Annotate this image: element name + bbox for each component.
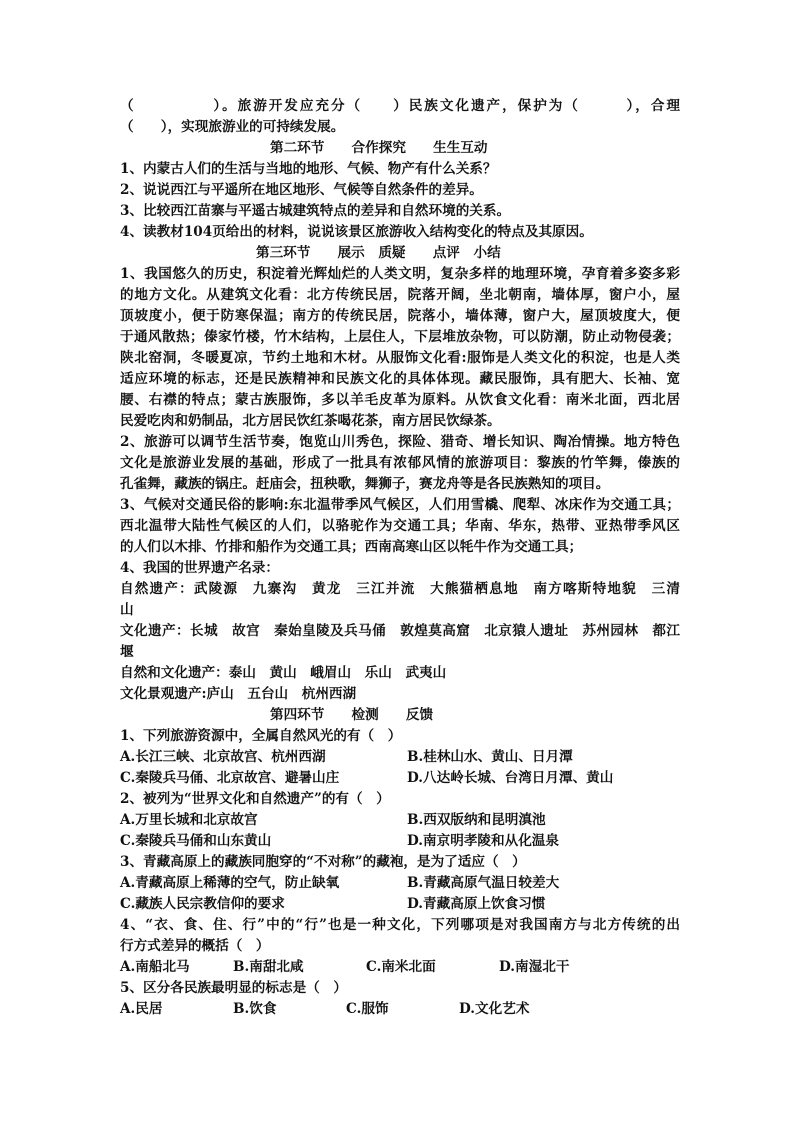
paragraph-line: 腰、右襟的特点；蒙古族服饰，多以羊毛皮革为原料。从饮食文化看：南米北面，西北居 — [120, 392, 680, 408]
option-d: D.青藏高原上饮食习惯 — [407, 896, 546, 912]
section-3-paragraph-3 — [120, 495, 680, 558]
option-row — [120, 957, 680, 978]
heritage-list-title: 4、我国的世界遗产名录： — [120, 560, 279, 576]
section-2-question-2: 2、说说西江与平遥所在地区地形、气候等自然条件的差异。 — [120, 182, 483, 198]
natural-heritage-line: 自然遗产：武陵源 九寨沟 黄龙 三江并流 大熊猫栖息地 南方喀斯特地貌 三清 — [120, 581, 680, 597]
option-d: D.文化艺术 — [459, 1001, 530, 1017]
question-stem: 2、被列为“世界文化和自然遗产”的有（ ） — [120, 791, 390, 807]
option-a: A.民居 — [120, 1001, 163, 1017]
paragraph-line: 西北温带大陆性气候区的人们，以骆驼作为交通工具；华南、华东，热带、亚热带季风区 — [120, 518, 680, 534]
section-2-question-4: 4、读教材104页给出的材料，说说该景区旅游收入结构变化的特点及其原因。 — [120, 224, 593, 240]
section-4-heading: 第四环节 检测 反馈 — [270, 707, 434, 723]
option-row — [120, 894, 680, 915]
quiz-question-4 — [120, 915, 680, 978]
paragraph-line: 顶坡度小，便于防寒保温；南方的传统民居，院落小，墙体薄，窗户大，屋顶坡度大，便 — [120, 308, 680, 324]
option-row — [120, 747, 680, 768]
paragraph-line: 2、旅游可以调节生活节奏，饱览山川秀色，探险、猎奇、增长知识、陶冶情操。地方特色 — [120, 434, 680, 450]
option-row — [120, 810, 680, 831]
cultural-heritage-line: 文化遗产：长城 故宫 秦始皇陵及兵马俑 敦煌莫高窟 北京猿人遗址 苏州园林 都江 — [120, 623, 680, 639]
quiz-question-5 — [120, 978, 680, 1020]
quiz-question-2 — [120, 789, 680, 852]
question-stem: 3、青藏高原上的藏族同胞穿的“不对称”的藏袍，是为了适应（ ） — [120, 854, 526, 870]
quiz-question-3 — [120, 852, 680, 915]
cultural-heritage-line: 堰 — [120, 644, 134, 660]
document-page — [120, 96, 680, 1020]
option-b: B.青藏高原气温日较差大 — [407, 875, 560, 891]
paragraph-line: 3、气候对交通民俗的影响:东北温带季风气候区，人们用雪橇、爬犁、冰床作为交通工具； — [120, 497, 680, 513]
option-row — [120, 999, 680, 1020]
option-a: A.南船北马 — [120, 959, 190, 975]
option-b: B.桂林山水、黄山、日月潭 — [407, 749, 573, 765]
option-c: C.服饰 — [346, 1001, 389, 1017]
option-c: C.秦陵兵马俑和山东黄山 — [120, 833, 272, 849]
paragraph-line: 1、我国悠久的历史，积淀着光辉灿烂的人类文明，复杂多样的地理环境，孕育着多姿多彩 — [120, 266, 680, 282]
intro-line-1: （ ）。旅游开发应充分（ ）民族文化遗产，保护为（ ），合理 — [120, 98, 680, 114]
option-a: A.万里长城和北京故宫 — [120, 812, 258, 828]
option-row — [120, 873, 680, 894]
section-2-heading: 第二环节 合作探究 生生互动 — [270, 140, 488, 156]
question-stem: 行方式差异的概括（ ） — [120, 938, 270, 954]
section-3-heading: 第三环节 展示 质疑 点评 小结 — [256, 245, 501, 261]
option-a: A.青藏高原上稀薄的空气，防止缺氧 — [120, 875, 340, 891]
quiz-question-1 — [120, 726, 680, 789]
option-c: C.南米北面 — [366, 959, 436, 975]
section-3-paragraph-1 — [120, 264, 680, 432]
natural-heritage-line: 山 — [120, 602, 134, 618]
paragraph-line: 的地方文化。从建筑文化看：北方传统民居，院落开阔，坐北朝南，墙体厚，窗户小，屋 — [120, 287, 680, 303]
question-stem: 5、区分各民族最明显的标志是（ ） — [120, 980, 347, 996]
paragraph-line: 孔雀舞，藏族的锅庄。赶庙会，扭秧歌，舞狮子，赛龙舟等是各民族熟知的项目。 — [120, 476, 610, 492]
paragraph-line: 于通风散热；傣家竹楼，竹木结构，上层住人，下层堆放杂物，可以防潮，防止动物侵袭； — [120, 329, 680, 345]
paragraph-line: 民爱吃肉和奶制品，北方居民饮红茶喝花茶，南方居民饮绿茶。 — [120, 413, 501, 429]
mixed-heritage-line: 自然和文化遗产：泰山 黄山 峨眉山 乐山 武夷山 — [120, 665, 447, 681]
intro-line-2: （ ），实现旅游业的可持续发展。 — [120, 119, 345, 135]
option-row — [120, 768, 680, 789]
section-3-paragraph-2 — [120, 432, 680, 495]
section-2-question-1: 1、内蒙古人们的生活与当地的地形、气候、物产有什么关系？ — [120, 161, 497, 177]
paragraph-line: 文化是旅游业发展的基础，形成了一批具有浓郁风情的旅游项目：黎族的竹竿舞，傣族的 — [120, 455, 680, 471]
option-d: D.南湿北干 — [499, 959, 570, 975]
option-a: A.长江三峡、北京故宫、杭州西湖 — [120, 749, 326, 765]
question-stem: 1、下列旅游资源中，全属自然风光的有（ ） — [120, 728, 402, 744]
option-c: C.藏族人民宗教信仰的要求 — [120, 896, 285, 912]
option-b: B.饮食 — [233, 1001, 277, 1017]
option-row — [120, 831, 680, 852]
option-d: D.八达岭长城、台湾日月潭、黄山 — [407, 770, 614, 786]
cultural-landscape-line: 文化景观遗产:庐山 五台山 杭州西湖 — [120, 686, 357, 702]
option-c: C.秦陵兵马俑、北京故宫、避暑山庄 — [120, 770, 340, 786]
option-b: B.南甜北咸 — [233, 959, 304, 975]
paragraph-line: 陕北窑洞，冬暖夏凉，节约土地和木材。从服饰文化看:服饰是人类文化的积淀，也是人类 — [120, 350, 680, 366]
paragraph-line: 的人们以木排、竹排和船作为交通工具；西南高寒山区以牦牛作为交通工具； — [120, 539, 583, 555]
option-d: D.南京明孝陵和从化温泉 — [407, 833, 559, 849]
section-2-question-3: 3、比较西江苗寨与平遥古城建筑特点的差异和自然环境的关系。 — [120, 203, 511, 219]
question-stem: 4、“衣、食、住、行”中的“行”也是一种文化，下列哪项是对我国南方与北方传统的出 — [120, 917, 680, 933]
option-b: B.西双版纳和昆明滇池 — [407, 812, 546, 828]
paragraph-line: 适应环境的标志，还是民族精神和民族文化的具体体现。藏民服饰，具有肥大、长袖、宽 — [120, 371, 680, 387]
